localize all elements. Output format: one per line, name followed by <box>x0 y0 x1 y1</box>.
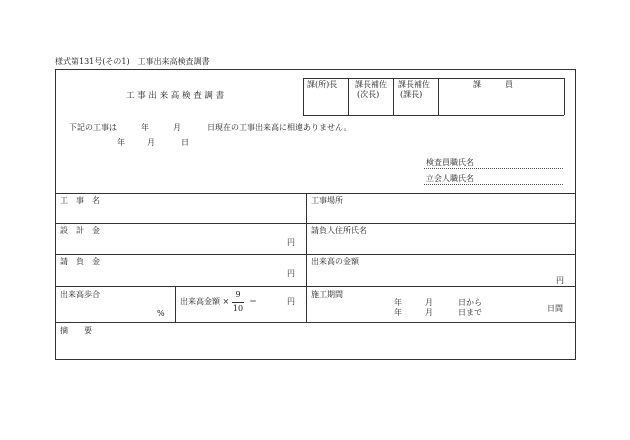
period-to-month: 月 <box>425 308 433 317</box>
inspector-signature-line[interactable] <box>424 168 563 169</box>
contract-amount-yen: 円 <box>287 269 295 278</box>
calc-denominator: 10 <box>232 304 244 313</box>
statement-month: 月 <box>173 123 181 132</box>
progress-rate-percent: % <box>157 309 165 318</box>
period-to-label: 日まで <box>458 308 482 317</box>
stamp-header-deputy-chief: 課長補佐 <box>398 80 430 89</box>
contract-amount-label: 請 負 金 <box>60 257 100 266</box>
calc-yen: 円 <box>287 297 295 306</box>
date-day: 日 <box>181 138 189 147</box>
project-location-label: 工事場所 <box>311 196 343 205</box>
statement-year: 年 <box>141 123 149 132</box>
design-amount-yen: 円 <box>287 238 295 247</box>
period-label: 施工期間 <box>311 290 343 299</box>
form-frame <box>55 69 576 360</box>
date-year: 年 <box>117 138 125 147</box>
calc-prefix: 出来高金額 × <box>180 297 230 306</box>
calc-fraction-bar <box>232 302 244 303</box>
completed-amount-yen: 円 <box>556 276 564 285</box>
inspector-label: 検査員職氏名 <box>426 158 474 167</box>
stamp-header-staff: 課 員 <box>473 80 513 89</box>
summary-label: 摘 要 <box>60 326 92 335</box>
stamp-header-chief: 課(所)長 <box>307 80 338 89</box>
period-from-month: 月 <box>425 298 433 307</box>
statement-prefix: 下記の工事は <box>69 123 117 132</box>
form-title: 工 事 出 来 高 検 査 調 書 <box>126 91 225 101</box>
contractor-label: 請負人住所氏名 <box>311 226 367 235</box>
period-from-label: 日から <box>458 298 482 307</box>
statement-suffix: 日現在の工事出来高に相違ありません。 <box>207 123 352 132</box>
stamp-header-deputy-next-sub: (次長) <box>357 90 380 99</box>
date-month: 月 <box>147 138 155 147</box>
witness-label: 立会人職氏名 <box>426 174 474 183</box>
project-name-label: 工 事 名 <box>60 196 100 205</box>
period-days: 日間 <box>547 304 563 313</box>
calc-equals: ＝ <box>249 297 257 306</box>
calc-numerator: 9 <box>235 290 241 299</box>
period-from-year: 年 <box>394 298 402 307</box>
progress-rate-label: 出来高歩合 <box>60 290 100 299</box>
period-to-year: 年 <box>394 308 402 317</box>
completed-amount-label: 出来高の金額 <box>311 257 359 266</box>
form-number: 様式第131号(その1) 工事出来高検査調書 <box>55 57 210 66</box>
design-amount-label: 設 計 金 <box>60 226 100 235</box>
stamp-header-deputy-next: 課長補佐 <box>355 80 387 89</box>
stamp-header-deputy-chief-sub: (課長) <box>400 90 423 99</box>
witness-signature-line[interactable] <box>424 184 563 185</box>
